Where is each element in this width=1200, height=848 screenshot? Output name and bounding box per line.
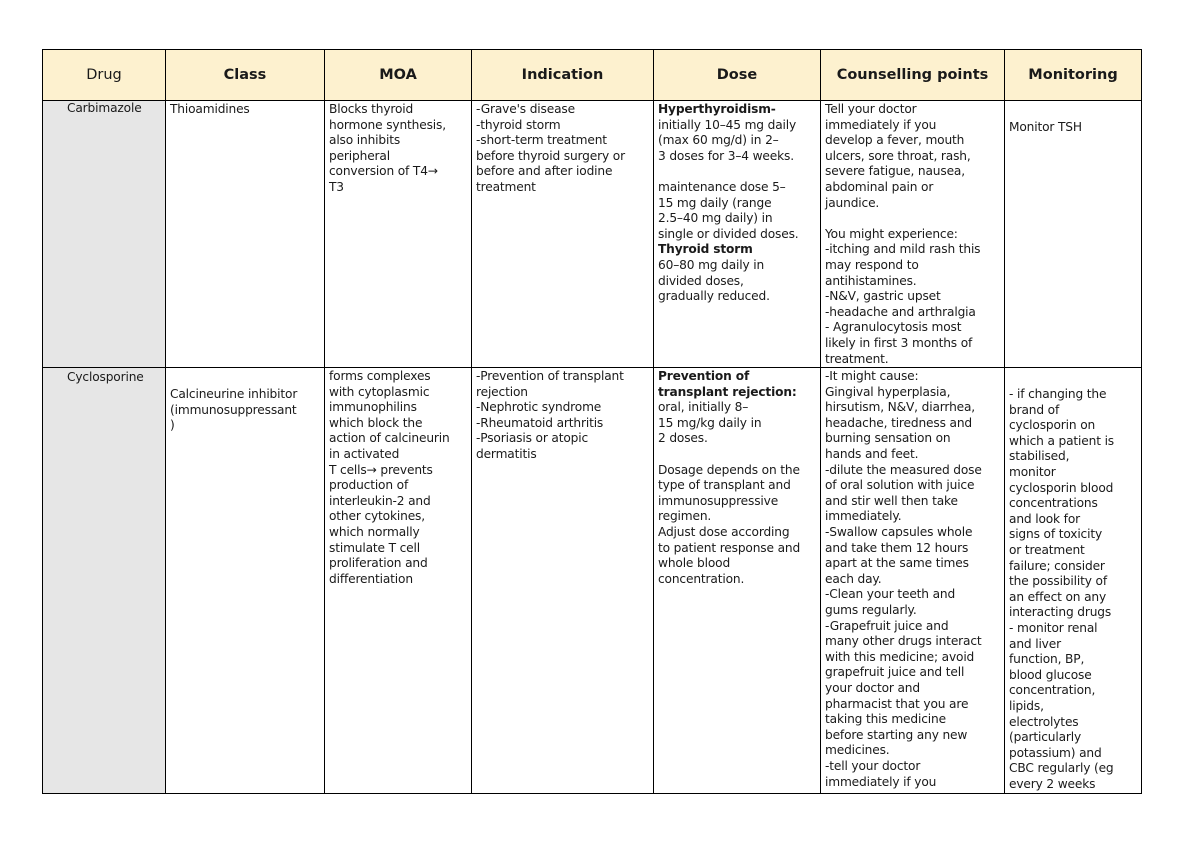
text-line: may respond to <box>825 257 919 272</box>
text-line: Monitor TSH <box>1009 120 1082 134</box>
text-line: -Swallow capsules whole <box>825 525 973 540</box>
text-line: the possibility of <box>1009 574 1107 589</box>
text-line: forms complexes <box>329 369 431 384</box>
indication-cell <box>472 101 654 368</box>
text-line: -headache and arthralgia <box>825 304 976 319</box>
text-line: treatment <box>476 179 536 194</box>
text-line: -N&V, gastric upset <box>825 289 941 304</box>
text-line: gradually reduced. <box>658 289 770 304</box>
text-line: an effect on any <box>1009 589 1107 604</box>
dose-block <box>658 400 816 447</box>
text-line: proliferation and <box>329 556 428 571</box>
header-counselling: Counselling points <box>821 50 1005 101</box>
text-line: ulcers, sore throat, rash, <box>825 148 971 163</box>
dose-cell <box>654 101 821 368</box>
text-line: grapefruit juice and tell <box>825 665 965 680</box>
counselling-text <box>821 368 1004 790</box>
counselling-block <box>825 227 1000 367</box>
text-line: of oral solution with juice <box>825 478 975 493</box>
counselling-cell <box>821 368 1005 793</box>
text-line: 15 mg/kg daily in <box>658 415 762 430</box>
text-line: conversion of T4→ <box>329 164 438 179</box>
dose-text <box>654 368 820 587</box>
class-cell <box>166 368 325 793</box>
text-line: brand of <box>1009 402 1060 417</box>
text-line: You might experience: <box>825 226 958 241</box>
dose-cell <box>654 368 821 793</box>
monitoring-cell <box>1005 101 1142 368</box>
text-line: your doctor and <box>825 680 920 695</box>
text-line: immediately if you <box>825 774 937 789</box>
text-line: with this medicine; avoid <box>825 649 975 664</box>
text-line: stabilised, <box>1009 449 1070 464</box>
text-line: peripheral <box>329 148 390 163</box>
text-line: Dosage depends on the <box>658 462 800 477</box>
text-line: immediately. <box>825 509 902 524</box>
monitoring-cell <box>1005 368 1142 793</box>
text-line: - Agranulocytosis most <box>825 320 962 335</box>
text-line: production of <box>329 478 409 493</box>
text-line: blood glucose <box>1009 667 1092 682</box>
counselling-text <box>821 101 1004 367</box>
text-line: initially 10–45 mg daily <box>658 117 797 132</box>
text-line: antihistamines. <box>825 273 917 288</box>
header-class: Class <box>166 50 325 101</box>
table-row <box>43 101 1142 368</box>
text-line: concentration, <box>1009 683 1096 698</box>
header-indication: Indication <box>472 50 654 101</box>
text-line: lipids, <box>1009 698 1044 713</box>
dose-heading: Prevention of <box>658 369 750 384</box>
text-line: (particularly <box>1009 730 1082 745</box>
text-line: -Psoriasis or atopic <box>476 431 589 446</box>
dose-block <box>658 118 816 165</box>
text-line: stimulate T cell <box>329 540 421 555</box>
text-line: apart at the same times <box>825 556 969 571</box>
text-line: gums regularly. <box>825 603 917 617</box>
text-line: -Grapefruit juice and <box>825 618 949 633</box>
indication-text <box>472 368 653 463</box>
text-line: before thyroid surgery or <box>476 148 625 163</box>
text-line: immunophilins <box>329 400 417 415</box>
dose-heading: Hyperthyroidism- <box>658 102 776 116</box>
text-line: or treatment <box>1009 543 1085 558</box>
text-line: develop a fever, mouth <box>825 133 965 148</box>
text-line: every 2 weeks <box>1009 776 1096 791</box>
text-line: which a patient is <box>1009 433 1114 448</box>
text-line: each day. <box>825 571 882 586</box>
text-line: with cytoplasmic <box>329 384 430 399</box>
dose-heading: Thyroid storm <box>658 242 753 257</box>
moa-text <box>325 368 471 587</box>
class-cell <box>166 101 325 368</box>
counselling-block <box>825 102 1000 211</box>
text-line: interacting drugs <box>1009 605 1112 620</box>
dose-block <box>658 180 816 242</box>
text-line: burning sensation on <box>825 431 951 446</box>
text-line: 3 doses for 3–4 weeks. <box>658 148 794 163</box>
dose-text <box>654 101 820 305</box>
text-line: -Prevention of transplant <box>476 369 624 384</box>
text-line: 2 doses. <box>658 431 708 446</box>
text-line: -itching and mild rash this <box>825 242 981 257</box>
text-line: other cytokines, <box>329 509 425 524</box>
drug-cell <box>43 101 166 368</box>
text-line: type of transplant and <box>658 478 791 493</box>
text-line: -thyroid storm <box>476 117 561 132</box>
text-line: Calcineurine inhibitor <box>170 387 298 402</box>
text-line: interleukin-2 and <box>329 493 431 508</box>
text-line: monitor <box>1009 465 1056 480</box>
text-line: -Rheumatoid arthritis <box>476 415 604 430</box>
text-line: before starting any new <box>825 727 968 742</box>
text-line: action of calcineurin <box>329 431 450 446</box>
text-line: Thioamidines <box>170 102 250 116</box>
text-line: -It might cause: <box>825 369 919 384</box>
monitoring-text <box>1005 368 1141 792</box>
dose-block <box>658 258 816 305</box>
text-line: abdominal pain or <box>825 179 934 194</box>
moa-text <box>325 101 471 196</box>
dose-heading: transplant rejection: <box>658 384 797 399</box>
text-line: pharmacist that you are <box>825 696 969 711</box>
text-line: CBC regularly (eg <box>1009 761 1114 776</box>
text-line: which normally <box>329 525 420 540</box>
text-line: cyclosporin blood <box>1009 480 1114 495</box>
text-line: and look for <box>1009 511 1080 526</box>
text-line: before and after iodine <box>476 164 613 179</box>
moa-cell <box>325 368 472 793</box>
monitoring-text <box>1005 101 1141 136</box>
text-line: single or divided doses. <box>658 226 799 241</box>
text-line: taking this medicine <box>825 712 946 727</box>
text-line: hirsutism, N&V, diarrhea, <box>825 400 976 415</box>
text-line: ) <box>170 418 175 433</box>
text-line: maintenance dose 5– <box>658 179 786 194</box>
text-line: Tell your doctor <box>825 102 917 116</box>
table-row <box>43 368 1142 793</box>
header-drug: Drug <box>43 50 166 101</box>
text-line: concentration. <box>658 571 745 586</box>
text-line: immunosuppressive <box>658 493 779 508</box>
text-line: rejection <box>476 384 528 399</box>
text-line: -Nephrotic syndrome <box>476 400 602 415</box>
text-line: and liver <box>1009 636 1061 651</box>
text-line: potassium) and <box>1009 745 1102 760</box>
drug-name: Cyclosporine <box>67 370 144 385</box>
counselling-cell <box>821 101 1005 368</box>
text-line: severe fatigue, nausea, <box>825 164 965 179</box>
indication-cell <box>472 368 654 793</box>
text-line: - if changing the <box>1009 387 1107 402</box>
text-line: (immunosuppressant <box>170 402 297 417</box>
dose-block <box>658 463 816 588</box>
drug-cell <box>43 368 166 793</box>
text-line: and stir well then take <box>825 493 958 508</box>
class-text <box>166 368 324 434</box>
text-line: immediately if you <box>825 117 937 132</box>
text-line: failure; consider <box>1009 558 1105 573</box>
text-line: in activated <box>329 447 400 462</box>
class-text <box>166 101 324 118</box>
drug-table <box>42 49 1142 794</box>
text-line: to patient response and <box>658 540 801 555</box>
header-dose: Dose <box>654 50 821 101</box>
text-line: treatment. <box>825 351 889 366</box>
text-line: divided doses, <box>658 273 744 288</box>
moa-cell <box>325 101 472 368</box>
text-line: differentiation <box>329 571 413 586</box>
text-line: 60–80 mg daily in <box>658 257 765 272</box>
header-moa: MOA <box>325 50 472 101</box>
text-line: T3 <box>329 179 344 194</box>
text-line: medicines. <box>825 743 890 758</box>
text-line: dermatitis <box>476 447 537 462</box>
text-line: headache, tiredness and <box>825 415 972 430</box>
text-line: concentrations <box>1009 496 1098 511</box>
text-line: T cells→ prevents <box>329 462 433 477</box>
text-line: -tell your doctor <box>825 758 921 773</box>
text-line: (max 60 mg/d) in 2– <box>658 133 779 148</box>
text-line: which block the <box>329 415 423 430</box>
text-line: and take them 12 hours <box>825 540 969 555</box>
header-monitoring: Monitoring <box>1005 50 1142 101</box>
header-row <box>43 50 1142 101</box>
text-line: whole blood <box>658 556 731 571</box>
text-line: Adjust dose according <box>658 525 790 540</box>
text-line: 15 mg daily (range <box>658 195 772 210</box>
text-line: -dilute the measured dose <box>825 462 982 477</box>
text-line: -Grave's disease <box>476 102 575 116</box>
text-line: -short-term treatment <box>476 133 607 148</box>
text-line: many other drugs interact <box>825 634 982 649</box>
drug-name: Carbimazole <box>67 101 142 115</box>
text-line: Blocks thyroid <box>329 102 414 116</box>
text-line: cyclosporin on <box>1009 418 1096 433</box>
text-line: hormone synthesis, <box>329 117 446 132</box>
text-line: regimen. <box>658 509 712 524</box>
indication-text <box>472 101 653 196</box>
text-line: jaundice. <box>825 195 880 210</box>
text-line: likely in first 3 months of <box>825 335 973 350</box>
text-line: signs of toxicity <box>1009 527 1103 542</box>
text-line: electrolytes <box>1009 714 1079 729</box>
text-line: Gingival hyperplasia, <box>825 384 951 399</box>
text-line: also inhibits <box>329 133 401 148</box>
text-line: 2.5–40 mg daily) in <box>658 211 773 226</box>
text-line: function, BP, <box>1009 652 1085 667</box>
text-line: -Clean your teeth and <box>825 587 956 602</box>
text-line: hands and feet. <box>825 447 919 462</box>
text-line: - monitor renal <box>1009 621 1098 635</box>
text-line: oral, initially 8– <box>658 400 749 415</box>
